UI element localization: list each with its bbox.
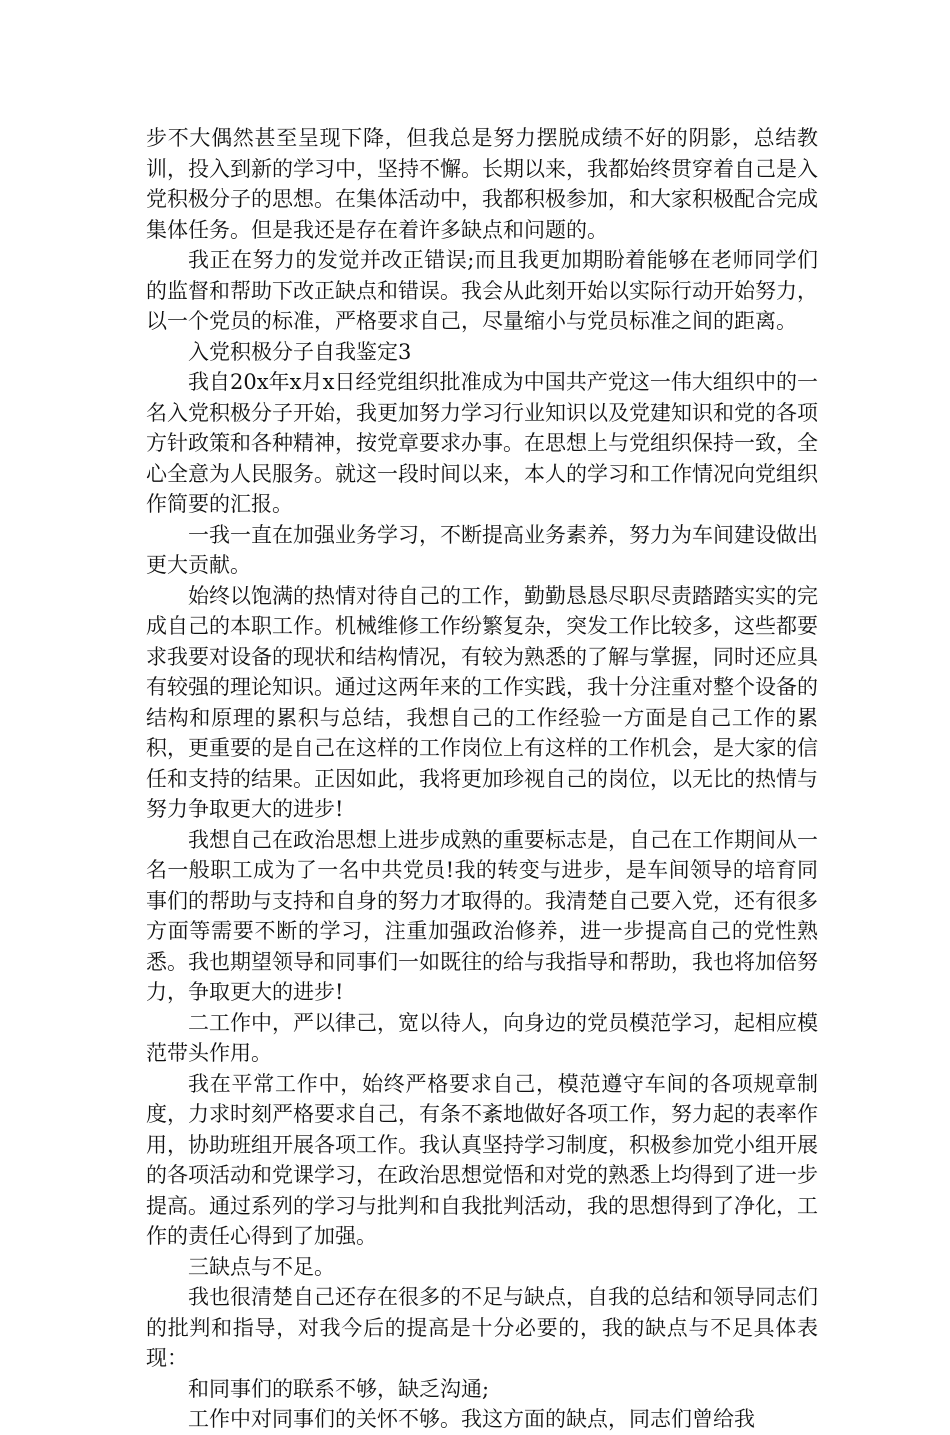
- paragraph: 步不大偶然甚至呈现下降，但我总是努力摆脱成绩不好的阴影，总结教训，投入到新的学习中，坚持不懈。长期以来，我都始终贯穿着自己是入党积极分子的思想。在集体活动中，我都积极参加，和大家积极配合完成集体任务。但是我还是存在着许多缺点和问题的。: [146, 126, 818, 242]
- paragraph: 二工作中，严以律己，宽以待人，向身边的党员模范学习，起相应模范带头作用。: [146, 1010, 818, 1065]
- paragraph: 始终以饱满的热情对待自己的工作，勤勤恳恳尽职尽责踏踏实实的完成自己的本职工作。机械维修工作纷繁复杂，突发工作比较多，这些都要求我要对设备的现状和结构情况，有较为熟悉的了解与掌握，同时还应具有较强的理论知识。通过这两年来的工作实践，我十分注重对整个设备的结构和原理的累积与总结，我想自己的工作经验一方面是自己工作的累积，更重要的是自己在这样的工作岗位上有这样的工作机会，是大家的信任和支持的结果。正因如此，我将更加珍视自己的岗位，以无比的热情与努力争取更大的进步!: [146, 583, 818, 821]
- paragraph: 我在平常工作中，始终严格要求自己，模范遵守车间的各项规章制度，力求时刻严格要求自己，有条不紊地做好各项工作，努力起的表率作用，协助班组开展各项工作。我认真坚持学习制度，积极参加党小组开展的各项活动和党课学习，在政治思想觉悟和对党的熟悉上均得到了进一步提高。通过系列的学习与批判和自我批判活动，我的思想得到了净化，工作的责任心得到了加强。: [146, 1071, 818, 1248]
- paragraph: 我也很清楚自己还存在很多的不足与缺点，自我的总结和领导同志们的批判和指导，对我今后的提高是十分必要的，我的缺点与不足具体表现：: [146, 1285, 818, 1370]
- paragraph: 我想自己在政治思想上进步成熟的重要标志是，自己在工作期间从一名一般职工成为了一名中共党员!我的转变与进步，是车间领导的培育同事们的帮助与支持和自身的努力才取得的。我清楚自己要入党，还有很多方面等需要不断的学习，注重加强政治修养，进一步提高自己的党性熟悉。我也期望领导和同事们一如既往的给与我指导和帮助，我也将加倍努力，争取更大的进步!: [146, 827, 818, 1004]
- paragraph: 三缺点与不足。: [188, 1254, 335, 1279]
- document-page: [146, 123, 818, 1435]
- section-heading: 入党积极分子自我鉴定3: [188, 339, 412, 364]
- paragraph: 工作中对同事们的关怀不够。我这方面的缺点，同志们曾给我: [188, 1407, 755, 1431]
- paragraph: 和同事们的联系不够，缺乏沟通;: [188, 1376, 490, 1401]
- paragraph: 我自20x年x月x日经党组织批准成为中国共产党这一伟大组织中的一名入党积极分子开始，我更加努力学习行业知识以及党建知识和党的各项方针政策和各种精神，按党章要求办事。在思想上与党组织保持一致，全心全意为人民服务。就这一段时间以来，本人的学习和工作情况向党组织作简要的汇报。: [146, 370, 818, 516]
- paragraph: 一我一直在加强业务学习，不断提高业务素养，努力为车间建设做出更大贡献。: [146, 522, 818, 577]
- paragraph: 我正在努力的发觉并改正错误;而且我更加期盼着能够在老师同学们的监督和帮助下改正缺点和错误。我会从此刻开始以实际行动开始努力，以一个党员的标准，严格要求自己，尽量缩小与党员标准之间的距离。: [146, 248, 818, 333]
